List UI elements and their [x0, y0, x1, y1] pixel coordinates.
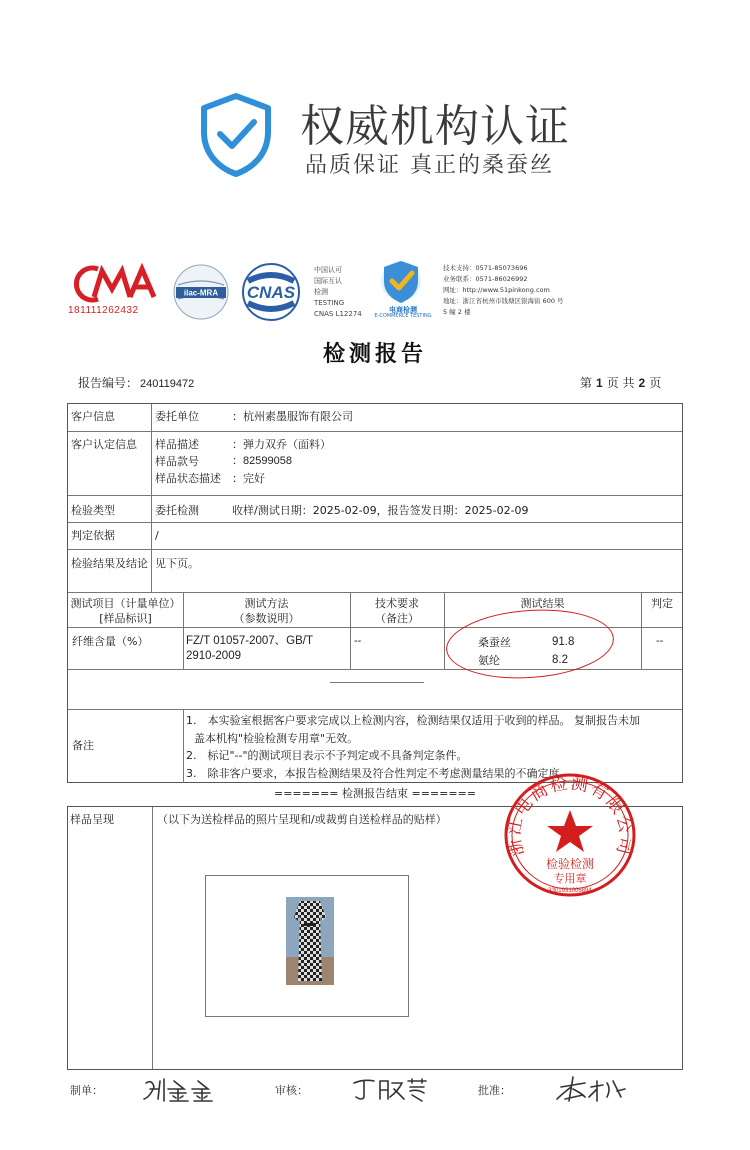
sample-model: 82599058	[243, 455, 292, 467]
sample-model-label: 样品款号	[155, 455, 199, 468]
col-divider	[183, 709, 184, 783]
ec-label: 电商检测	[389, 306, 417, 314]
row-divider	[68, 522, 682, 523]
row-divider	[68, 709, 682, 710]
cma-mark-icon	[68, 263, 160, 305]
page-mid: 页 共	[606, 376, 635, 390]
inspection-type-value: 委托检测	[155, 504, 199, 517]
sample-state-label: 样品状态描述	[155, 472, 221, 485]
row-method-line: 2910-2009	[186, 650, 241, 662]
inspection-dates: 收样/测试日期：2025-02-09，报告签发日期：2025-02-09	[232, 504, 529, 517]
ilac-mra-logo-icon	[172, 263, 230, 321]
seal-code: 3301931006894	[548, 888, 592, 894]
inspection-type-label: 检验类型	[71, 504, 115, 517]
row-requirement: --	[354, 635, 362, 647]
header-method	[183, 596, 350, 626]
reviewed-label: 审核：	[275, 1084, 308, 1097]
signature-approved	[555, 1075, 635, 1105]
header-item-sub: [样品标识]	[99, 612, 152, 625]
sample-desc: 弹力双乔（面料）	[243, 438, 331, 451]
seal-line2: 专用章	[553, 872, 587, 885]
client-value: ：杭州素墨服饰有限公司	[232, 410, 353, 423]
result-label: 检验结果及结论	[71, 557, 148, 570]
page-indicator	[580, 374, 661, 391]
row-result-value: 91.8	[552, 636, 575, 648]
notes-label: 备注	[72, 739, 94, 752]
prepared-label: 制单：	[70, 1084, 103, 1097]
report-title: 检测报告	[322, 341, 427, 367]
row-method	[186, 634, 313, 664]
sample-model-value: ：82599058	[232, 455, 292, 467]
note-item: 3. 除非客户要求，本报告检测结果及符合性判定不考虑测量结果的不确定度。	[186, 766, 571, 780]
row-divider	[68, 495, 682, 496]
row-divider	[68, 549, 682, 550]
cnas-text	[314, 265, 374, 320]
sample-section-label: 客户认定信息	[71, 438, 137, 451]
header-requirement-sub: （备注）	[375, 612, 419, 625]
contact-line: 5 幢 2 楼	[443, 308, 471, 316]
report-number	[78, 374, 194, 391]
report-end-line: ======= 检测报告结束 =======	[273, 787, 477, 800]
cnas-line: 检测	[314, 288, 328, 296]
basis-value: /	[155, 529, 159, 542]
row-divider	[68, 592, 682, 593]
shield-check-icon	[198, 92, 274, 178]
report-number-label: 报告编号：	[78, 376, 139, 390]
row-divider	[68, 431, 682, 432]
contact-line: 地址：浙江省杭州市钱塘区银海街 600 号	[443, 297, 564, 305]
short-divider	[330, 682, 424, 683]
result-value: 见下页。	[155, 557, 199, 570]
note-item: 1. 本实验室根据客户要求完成以上检测内容，检测结果仅适用于收到的样品。 复制报告未加	[186, 714, 640, 727]
sample-photo-label: 样品呈现	[70, 813, 114, 826]
col-divider	[152, 807, 153, 1069]
ecommerce-testing-logo-icon	[376, 257, 426, 305]
basis-label: 判定依据	[71, 529, 115, 542]
svg-text:CNAS: CNAS	[246, 283, 296, 302]
contact-info	[443, 263, 593, 318]
row-method-line: FZ/T 01057-2007、GB/T	[186, 635, 313, 647]
row-divider	[68, 669, 682, 670]
header-method-sub: （参数说明）	[233, 612, 300, 625]
signature-prepared	[140, 1075, 220, 1105]
svg-text:ilac-MRA: ilac-MRA	[183, 288, 219, 298]
header-requirement	[350, 596, 444, 626]
row-verdict: --	[656, 635, 664, 647]
page-current: 1	[596, 376, 603, 390]
page-prefix: 第	[580, 376, 593, 390]
seal-org-name: 浙江电商检测有限公司	[504, 773, 636, 859]
contact-line: 技术支持：0571-85073696	[443, 264, 528, 272]
cnas-line: 国际互认	[314, 277, 342, 285]
header-result: 测试结果	[520, 597, 565, 610]
header-item-text: 测试项目（计量单位）	[70, 597, 181, 610]
client-field-label: 委托单位	[155, 410, 199, 423]
banner-subtitle: 品质保证 真正的桑蚕丝	[305, 153, 554, 178]
sample-photo-caption: （以下为送检样品的照片呈现和/或裁剪自送检样品的贴样）	[157, 813, 447, 826]
seal-line1: 检验检测	[545, 857, 595, 871]
row-item: 纤维含量（%）	[72, 635, 149, 648]
row-result-name: 氨纶	[478, 654, 500, 667]
report-number-value: 240119472	[140, 378, 195, 390]
cnas-line: CNAS L12274	[314, 310, 362, 318]
header-requirement-text: 技术要求	[375, 597, 419, 610]
accreditation-logos	[68, 255, 688, 325]
header-verdict: 判定	[651, 597, 673, 610]
cnas-line: TESTING	[314, 299, 345, 307]
cnas-logo-icon	[234, 263, 308, 321]
signature-reviewed	[350, 1075, 430, 1105]
sample-desc-value: ：弹力双乔（面料）	[232, 438, 331, 451]
client-name: 杭州素墨服饰有限公司	[243, 410, 353, 423]
header-item	[68, 596, 183, 626]
cma-number: 181111262432	[68, 305, 139, 316]
sample-desc-label: 样品描述	[155, 438, 199, 451]
note-item: 2. 标记"--"的测试项目表示不予判定或不具备判定条件。	[186, 749, 468, 762]
header-method-text: 测试方法	[244, 597, 289, 610]
contact-line: 业务联系：0571-86026992	[443, 275, 528, 283]
cnas-line: 中国认可	[314, 266, 342, 274]
page-total: 2	[638, 376, 646, 390]
cma-logo	[68, 263, 160, 323]
note-item: 盖本机构"检验检测专用章"无效。	[194, 731, 359, 745]
page-suffix: 页	[649, 376, 662, 390]
official-seal-icon	[500, 770, 640, 900]
approved-label: 批准：	[478, 1084, 511, 1097]
banner-title: 权威机构认证	[300, 101, 570, 152]
sample-garment-image	[286, 897, 334, 985]
col-divider	[151, 404, 152, 592]
sample-state: 完好	[243, 472, 265, 485]
client-section-label: 客户信息	[71, 410, 115, 423]
row-result-value: 8.2	[552, 654, 568, 666]
ec-label-en: E-COMMERCE TESTING	[374, 313, 432, 319]
row-result-name: 桑蚕丝	[478, 636, 511, 649]
contact-line: 网址：http://www.51pinkong.com	[443, 286, 550, 294]
sample-state-value: ：完好	[232, 472, 265, 485]
banner	[0, 0, 750, 240]
